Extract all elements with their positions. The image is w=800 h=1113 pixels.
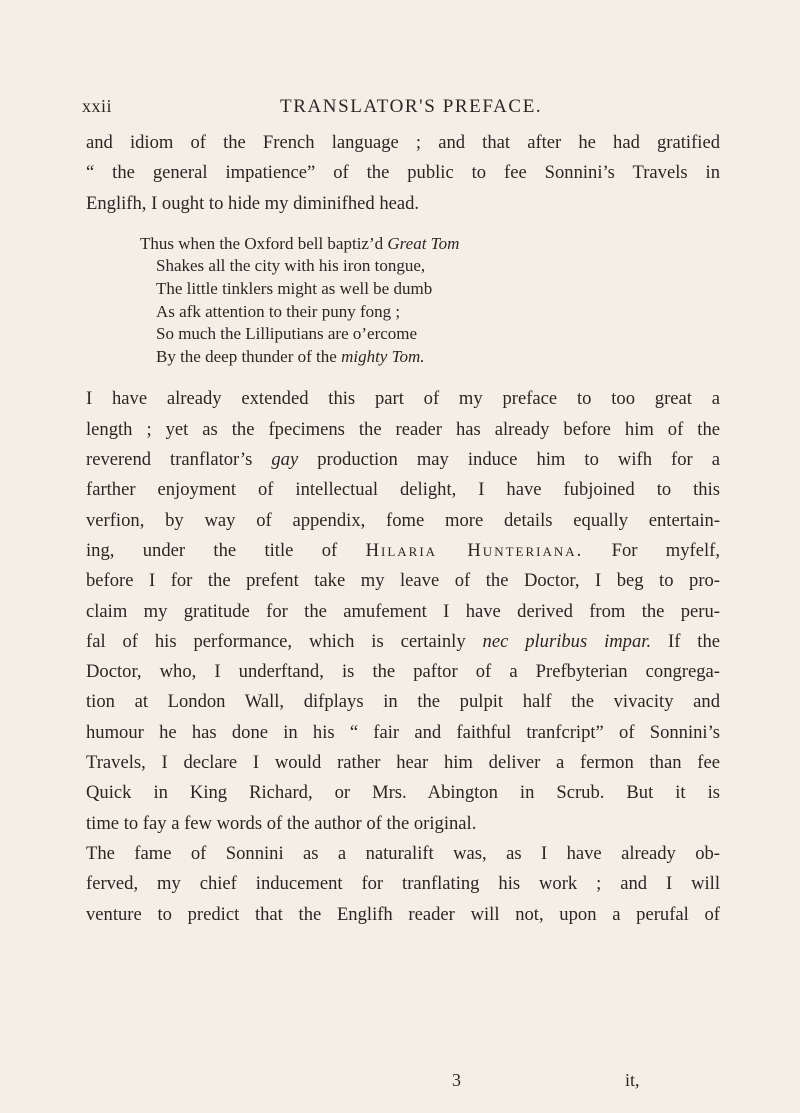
text-line: farther enjoyment of intellectual delight, I have fubjoined to this xyxy=(86,479,720,501)
verse-line xyxy=(140,278,720,301)
page-number: xxii xyxy=(82,96,113,116)
text-line: “ the general impatience” of the public to fee Sonnini’s Travels in xyxy=(86,162,720,184)
text-line: time to fay a few words of the author of the original. xyxy=(86,812,477,834)
verse-line xyxy=(140,346,720,369)
text-line: The fame of Sonnini as a naturalift was, as I have already ob- xyxy=(86,842,720,864)
verse-text: As afk attention to their puny fong ; xyxy=(156,301,401,321)
paragraph-3 xyxy=(86,839,720,930)
text-line: verfion, by way of appendix, fome more details equally entertain- xyxy=(86,509,720,531)
text-segment: For myfelf, xyxy=(583,539,720,561)
page-header xyxy=(80,96,740,120)
text-line: Travels, I declare I would rather hear him deliver a fermon than fee xyxy=(86,752,720,774)
text-segment: reverend tranflator’s xyxy=(86,449,272,471)
verse-text: Thus when the Oxford bell baptiz’d xyxy=(140,233,388,253)
text-line: tion at London Wall, difplays in the pulpit half the vivacity and xyxy=(86,691,720,713)
italic-phrase: gay xyxy=(271,449,299,471)
text-line: length ; yet as the fpecimens the reader has already before him of the xyxy=(86,418,720,440)
verse-line xyxy=(140,233,720,256)
small-caps-title: Hilaria Hunteriana. xyxy=(365,539,584,561)
verse-line xyxy=(140,301,720,324)
text-line: and idiom of the French language ; and that after he had gratified xyxy=(86,132,720,153)
text-line: venture to predict that the Englifh reader will not, upon a perufal of xyxy=(86,903,720,925)
text-line: claim my gratitude for the amufement I have derived from the peru- xyxy=(86,600,720,622)
italic-phrase: mighty Tom. xyxy=(341,346,425,366)
text-line: Quick in King Richard, or Mrs. Abington in Scrub. But it is xyxy=(86,782,720,804)
italic-phrase: Great Tom xyxy=(387,233,460,253)
verse-text: Shakes all the city with his iron tongue, xyxy=(156,256,426,276)
verse-text: So much the Lilliputians are o’ercome xyxy=(156,324,418,344)
verse-text: The little tinklers might as well be dumb xyxy=(156,279,433,299)
verse-quotation xyxy=(86,233,720,369)
text-line xyxy=(86,445,720,475)
italic-phrase: nec pluribus impar. xyxy=(482,630,652,652)
text-segment: production may induce him to wifh for a xyxy=(298,449,720,471)
verse-text: By the deep thunder of the xyxy=(156,346,342,366)
paragraph-1 xyxy=(86,128,720,219)
catchword: it, xyxy=(625,1070,640,1090)
signature-mark: 3 xyxy=(452,1070,461,1090)
verse-line xyxy=(140,255,720,278)
text-line: ferved, my chief inducement for tranflating his work ; and I will xyxy=(86,873,720,895)
text-line: I have already extended this part of my preface to too great a xyxy=(86,388,720,410)
paragraph-2 xyxy=(86,384,720,838)
text-segment: fal of his performance, which is certainly xyxy=(86,630,483,652)
text-line: before I for the prefent take my leave of the Doctor, I beg to pro- xyxy=(86,570,720,592)
text-line xyxy=(86,627,720,657)
text-segment: If the xyxy=(651,630,720,652)
text-line: humour he has done in his “ fair and faithful tranfcript” of Sonnini’s xyxy=(86,721,720,743)
running-head: TRANSLATOR'S PREFACE. xyxy=(280,96,543,117)
page-body xyxy=(86,128,720,930)
text-line: Englifh, I ought to hide my diminifhed head. xyxy=(86,192,420,214)
text-line xyxy=(86,536,720,566)
text-line: Doctor, who, I underftand, is the paftor of a Prefbyterian congrega- xyxy=(86,661,720,683)
verse-line xyxy=(140,323,720,346)
text-segment: ing, under the title of xyxy=(86,539,366,561)
